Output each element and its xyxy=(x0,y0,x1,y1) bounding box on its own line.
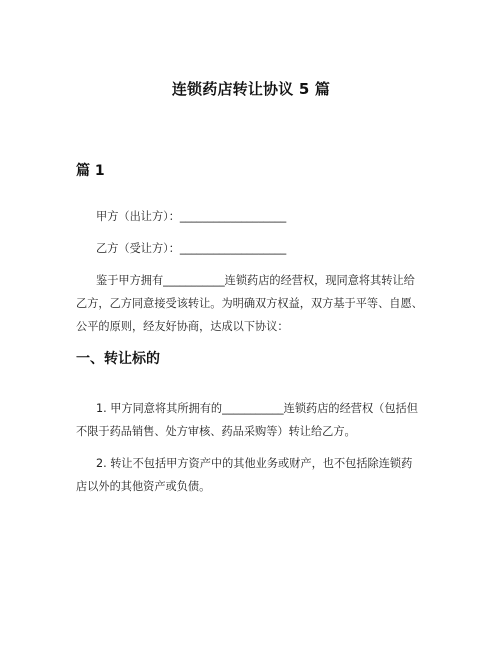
party-b-line: 乙方（受让方）：___________________ xyxy=(96,242,287,255)
heading-transfer-subject: 一、转让标的 xyxy=(76,351,160,367)
document-title: 连锁药店转让协议 5 篇 xyxy=(171,80,331,98)
intro-line-3: 公平的原则，经友好协商，达成以下协议： xyxy=(76,320,289,333)
clause-1-line-2: 不限于药品销售、处方审核、药品采购等）转让给乙方。 xyxy=(76,425,356,438)
intro-line-2: 乙方，乙方同意接受该转让。为明确双方权益，双方基于平等、自愿、 xyxy=(76,297,423,310)
clause-2-line-1: 2. 转让不包括甲方资产中的其他业务或财产，也不包括除连锁药 xyxy=(96,457,413,470)
intro-line-1: 鉴于甲方拥有___________连锁药店的经营权，现同意将其转让给 xyxy=(96,274,415,287)
party-a-line: 甲方（出让方）：___________________ xyxy=(96,210,287,223)
clause-1-line-1: 1. 甲方同意将其所拥有的___________连锁药店的经营权（包括但 xyxy=(96,402,418,415)
clause-2-line-2: 店以外的其他资产或负债。 xyxy=(76,480,211,493)
section-heading-1: 篇 1 xyxy=(76,163,105,179)
